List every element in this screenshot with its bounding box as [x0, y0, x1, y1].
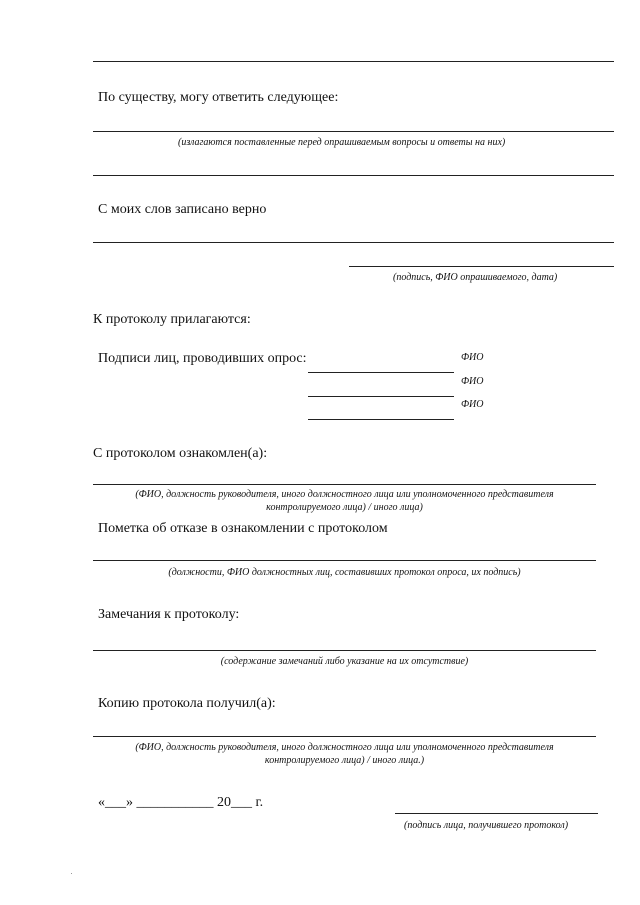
signature-line-2[interactable]	[308, 396, 454, 397]
essence-answer-line[interactable]	[93, 131, 614, 132]
copy-caption-1: (ФИО, должность руководителя, иного должностного лица или уполномоченного представителя	[135, 742, 554, 753]
top-rule	[93, 61, 614, 62]
verified-label: С моих слов записано верно	[98, 202, 267, 217]
acquainted-line[interactable]	[93, 484, 596, 485]
refusal-line[interactable]	[93, 560, 596, 561]
signature-line-3[interactable]	[308, 419, 454, 420]
remarks-caption: (содержание замечаний либо указание на их отсутствие)	[220, 656, 469, 667]
attachments-label: К протоколу прилагаются:	[93, 312, 251, 327]
receiver-signature-line[interactable]	[395, 813, 598, 814]
signatures-label: Подписи лиц, проводивших опрос:	[98, 351, 307, 366]
fio-label-3: ФИО	[461, 399, 484, 410]
refusal-caption: (должности, ФИО должностных лиц, составивших протокол опроса, их подпись)	[168, 567, 521, 578]
essence-caption: (излагаются поставленные перед опрашиваемым вопросы и ответы на них)	[178, 137, 506, 148]
essence-answer-line-2[interactable]	[93, 175, 614, 176]
fio-label-2: ФИО	[461, 376, 484, 387]
respondent-signature-caption: (подпись, ФИО опрашиваемого, дата)	[393, 272, 558, 283]
essence-label: По существу, могу ответить следующее:	[98, 90, 339, 105]
signature-line-1[interactable]	[308, 372, 454, 373]
date-line[interactable]: «___» ___________ 20___ г.	[98, 795, 264, 810]
verified-line[interactable]	[93, 242, 614, 243]
copy-line[interactable]	[93, 736, 596, 737]
copy-label: Копию протокола получил(а):	[98, 696, 276, 711]
receiver-signature-caption: (подпись лица, получившего протокол)	[404, 820, 569, 831]
respondent-signature-line[interactable]	[349, 266, 614, 267]
refusal-label: Пометка об отказе в ознакомлении с протоколом	[98, 521, 388, 536]
remarks-label: Замечания к протоколу:	[98, 607, 240, 622]
fio-label-1: ФИО	[461, 352, 484, 363]
copy-caption-2: контролируемого лица) / иного лица.)	[264, 755, 425, 766]
remarks-line[interactable]	[93, 650, 596, 651]
acquainted-caption-1: (ФИО, должность руководителя, иного должностного лица или уполномоченного представителя	[135, 489, 554, 500]
acquainted-caption-2: контролируемого лица) / иного лица)	[266, 502, 423, 513]
acquainted-label: С протоколом ознакомлен(а):	[93, 446, 268, 461]
scan-speck	[71, 873, 72, 874]
